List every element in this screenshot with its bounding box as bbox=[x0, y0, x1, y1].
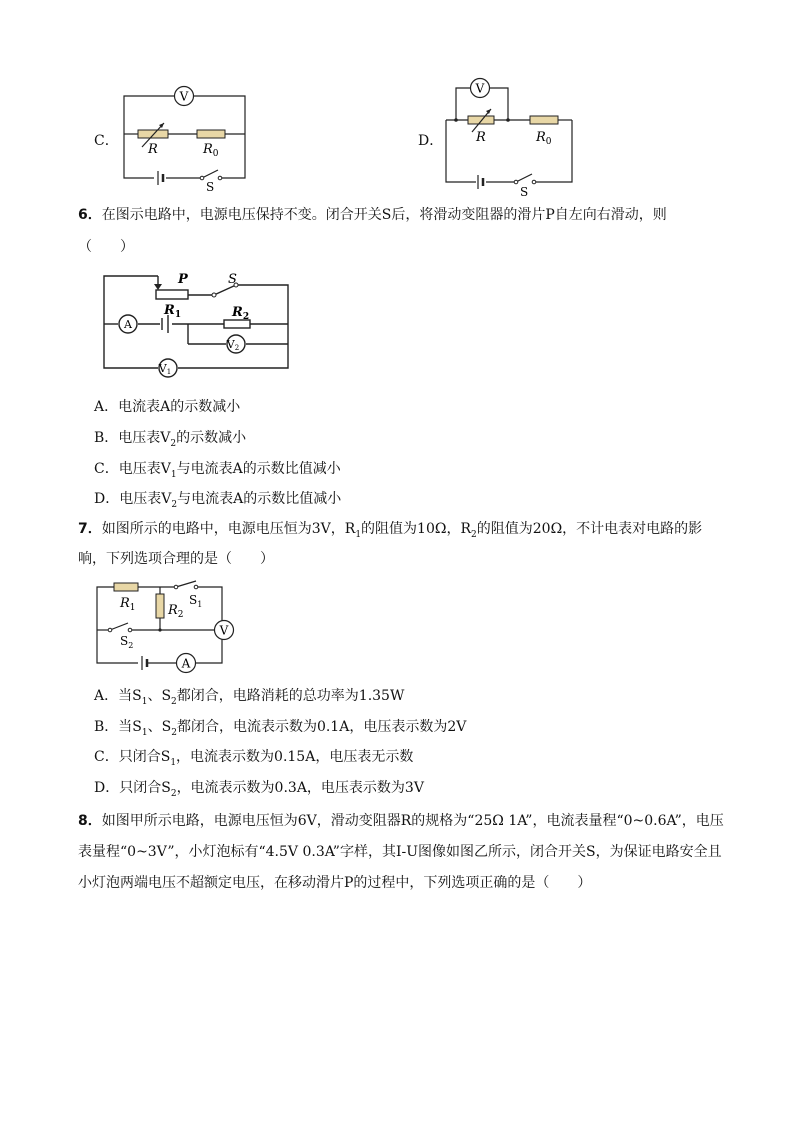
r1-label: R bbox=[120, 596, 130, 611]
option-letter: A． bbox=[94, 399, 119, 415]
ammeter-label: A bbox=[181, 656, 191, 671]
s1-label: S bbox=[189, 593, 198, 607]
svg-text:R0 bbox=[535, 130, 552, 147]
v1-label: V bbox=[158, 362, 167, 375]
option-text: 只闭合S bbox=[119, 780, 171, 796]
svg-text:R0 bbox=[202, 142, 219, 159]
q6-option-d[interactable] bbox=[94, 488, 341, 510]
voltmeter-label: V bbox=[475, 81, 485, 96]
r2-sub: 2 bbox=[242, 312, 250, 322]
option-letter: B． bbox=[94, 719, 119, 735]
resistor-label: R bbox=[203, 142, 213, 157]
option-text: 电压表V bbox=[118, 461, 171, 477]
r1-label: R bbox=[164, 303, 175, 318]
option-sub: 2 bbox=[170, 438, 177, 449]
voltmeter-label: V bbox=[179, 89, 189, 104]
switch-label: S bbox=[206, 180, 215, 194]
circuit-diagram-d bbox=[440, 78, 580, 199]
voltmeter-label: V bbox=[219, 623, 229, 638]
sub: 2 bbox=[171, 696, 177, 707]
svg-text:R1 bbox=[119, 596, 136, 613]
option-text: 、S bbox=[147, 719, 172, 735]
option-text: 都闭合，电路消耗的总功率为1.35W bbox=[176, 688, 405, 704]
sub: 1 bbox=[170, 757, 177, 768]
r1-sub: 1 bbox=[129, 603, 136, 613]
slider-label: P bbox=[178, 272, 188, 287]
question-text: 如图甲所示电路，电源电压恒为6V，滑动变阻器R的规格为“25Ω 1A”，电流表量程“0~0.6A”，电压 bbox=[101, 813, 724, 829]
v2-label: V bbox=[226, 338, 235, 351]
option-text: 只闭合S bbox=[118, 749, 171, 765]
svg-text:R1 bbox=[163, 303, 181, 320]
v2-sub: 2 bbox=[234, 344, 240, 352]
option-text: ，电流表示数为0.3A，电压表示数为3V bbox=[176, 780, 424, 796]
option-text: 都闭合，电流表示数为0.1A，电压表示数为2V bbox=[176, 719, 467, 735]
sub: 2 bbox=[471, 529, 477, 540]
option-text: 当S bbox=[118, 719, 142, 735]
svg-text:R2 bbox=[167, 603, 184, 620]
question-number: 8． bbox=[78, 813, 102, 829]
option-letter: C． bbox=[94, 749, 119, 765]
sub: 1 bbox=[355, 529, 362, 540]
switch-label: S bbox=[228, 272, 237, 287]
resistor-label: R bbox=[536, 130, 546, 145]
q7-option-d[interactable] bbox=[94, 777, 424, 799]
option-text-tail: 与电流表A的示数比值减小 bbox=[177, 491, 342, 507]
option-letter: A． bbox=[94, 688, 119, 704]
q7-option-a[interactable] bbox=[94, 685, 404, 707]
resistor-sub: 0 bbox=[212, 149, 219, 159]
question-number: 6． bbox=[78, 207, 102, 223]
s2-sub: 2 bbox=[128, 641, 134, 650]
option-letter: D． bbox=[94, 491, 120, 507]
resistor-sub: 0 bbox=[545, 137, 552, 147]
option-c-label: C． bbox=[94, 133, 119, 149]
option-text: 电流表A的示数减小 bbox=[118, 399, 241, 415]
s2-label: S bbox=[120, 634, 129, 648]
option-text-tail: 与电流表A的示数比值减小 bbox=[176, 461, 341, 477]
q6-option-b[interactable] bbox=[94, 427, 246, 449]
sub: 2 bbox=[171, 727, 177, 738]
question-text: 如图所示的电路中，电源电压恒为3V，R bbox=[101, 521, 356, 537]
question-8-line3: 小灯泡两端电压不超额定电压，在移动滑片P的过程中，下列选项正确的是（ ） bbox=[78, 875, 592, 891]
question-text: 的阻值为10Ω，R bbox=[361, 521, 472, 537]
circuit-diagram-q7 bbox=[92, 578, 232, 673]
question-8-line2: 表量程“0~3V”，小灯泡标有“4.5V 0.3A”字样，其I-U图像如图乙所示，闭合开关S，为保证电路安全且 bbox=[78, 844, 722, 860]
s1-sub: 1 bbox=[197, 600, 203, 609]
svg-text:S2 bbox=[120, 634, 133, 650]
q6-option-a[interactable] bbox=[94, 396, 240, 416]
question-7-line1 bbox=[78, 515, 702, 549]
option-letter: C． bbox=[94, 461, 119, 477]
option-text: 电压表V bbox=[119, 491, 172, 507]
option-text: 电压表V bbox=[118, 430, 171, 446]
r2-label: R bbox=[232, 305, 243, 320]
q7-option-c[interactable] bbox=[94, 746, 413, 768]
question-8-line1 bbox=[78, 807, 724, 835]
q7-option-b[interactable] bbox=[94, 716, 466, 738]
option-letter: D． bbox=[94, 780, 120, 796]
v1-sub: 1 bbox=[166, 368, 172, 376]
r2-label: R bbox=[168, 603, 178, 618]
option-d-label: D． bbox=[418, 133, 444, 149]
ammeter-label: A bbox=[124, 318, 132, 331]
circuit-diagram-c bbox=[110, 85, 260, 194]
option-text: 当S bbox=[118, 688, 142, 704]
r1-sub: 1 bbox=[174, 310, 182, 320]
option-text-tail: 的示数减小 bbox=[176, 430, 247, 446]
question-number: 7． bbox=[78, 521, 102, 537]
question-text: 在图示电路中，电源电压保持不变。闭合开关S后，将滑动变阻器的滑片P自左向右滑动，则 bbox=[101, 207, 667, 223]
r2-sub: 2 bbox=[177, 610, 184, 620]
sub: 1 bbox=[141, 727, 148, 738]
circuit-diagram-q6 bbox=[98, 268, 298, 380]
question-7-line2: 响，下列选项合理的是（ ） bbox=[78, 551, 274, 567]
rheostat-label: R bbox=[476, 130, 486, 145]
sub: 2 bbox=[170, 788, 177, 799]
option-sub: 2 bbox=[171, 499, 178, 510]
question-text: 的阻值为20Ω，不计电表对电路的影 bbox=[476, 521, 703, 537]
svg-text:S1 bbox=[189, 593, 202, 609]
rheostat-label: R bbox=[148, 142, 158, 157]
option-sub: 1 bbox=[170, 469, 177, 480]
option-letter: B． bbox=[94, 430, 119, 446]
switch-label: S bbox=[520, 185, 529, 199]
q6-option-c[interactable] bbox=[94, 458, 341, 480]
question-6-line1 bbox=[78, 201, 667, 229]
question-6-line2: （ ） bbox=[78, 239, 134, 255]
svg-text:R2 bbox=[231, 305, 249, 322]
sub: 1 bbox=[141, 696, 148, 707]
option-text: ，电流表示数为0.15A，电压表无示数 bbox=[176, 749, 414, 765]
option-text: 、S bbox=[147, 688, 172, 704]
